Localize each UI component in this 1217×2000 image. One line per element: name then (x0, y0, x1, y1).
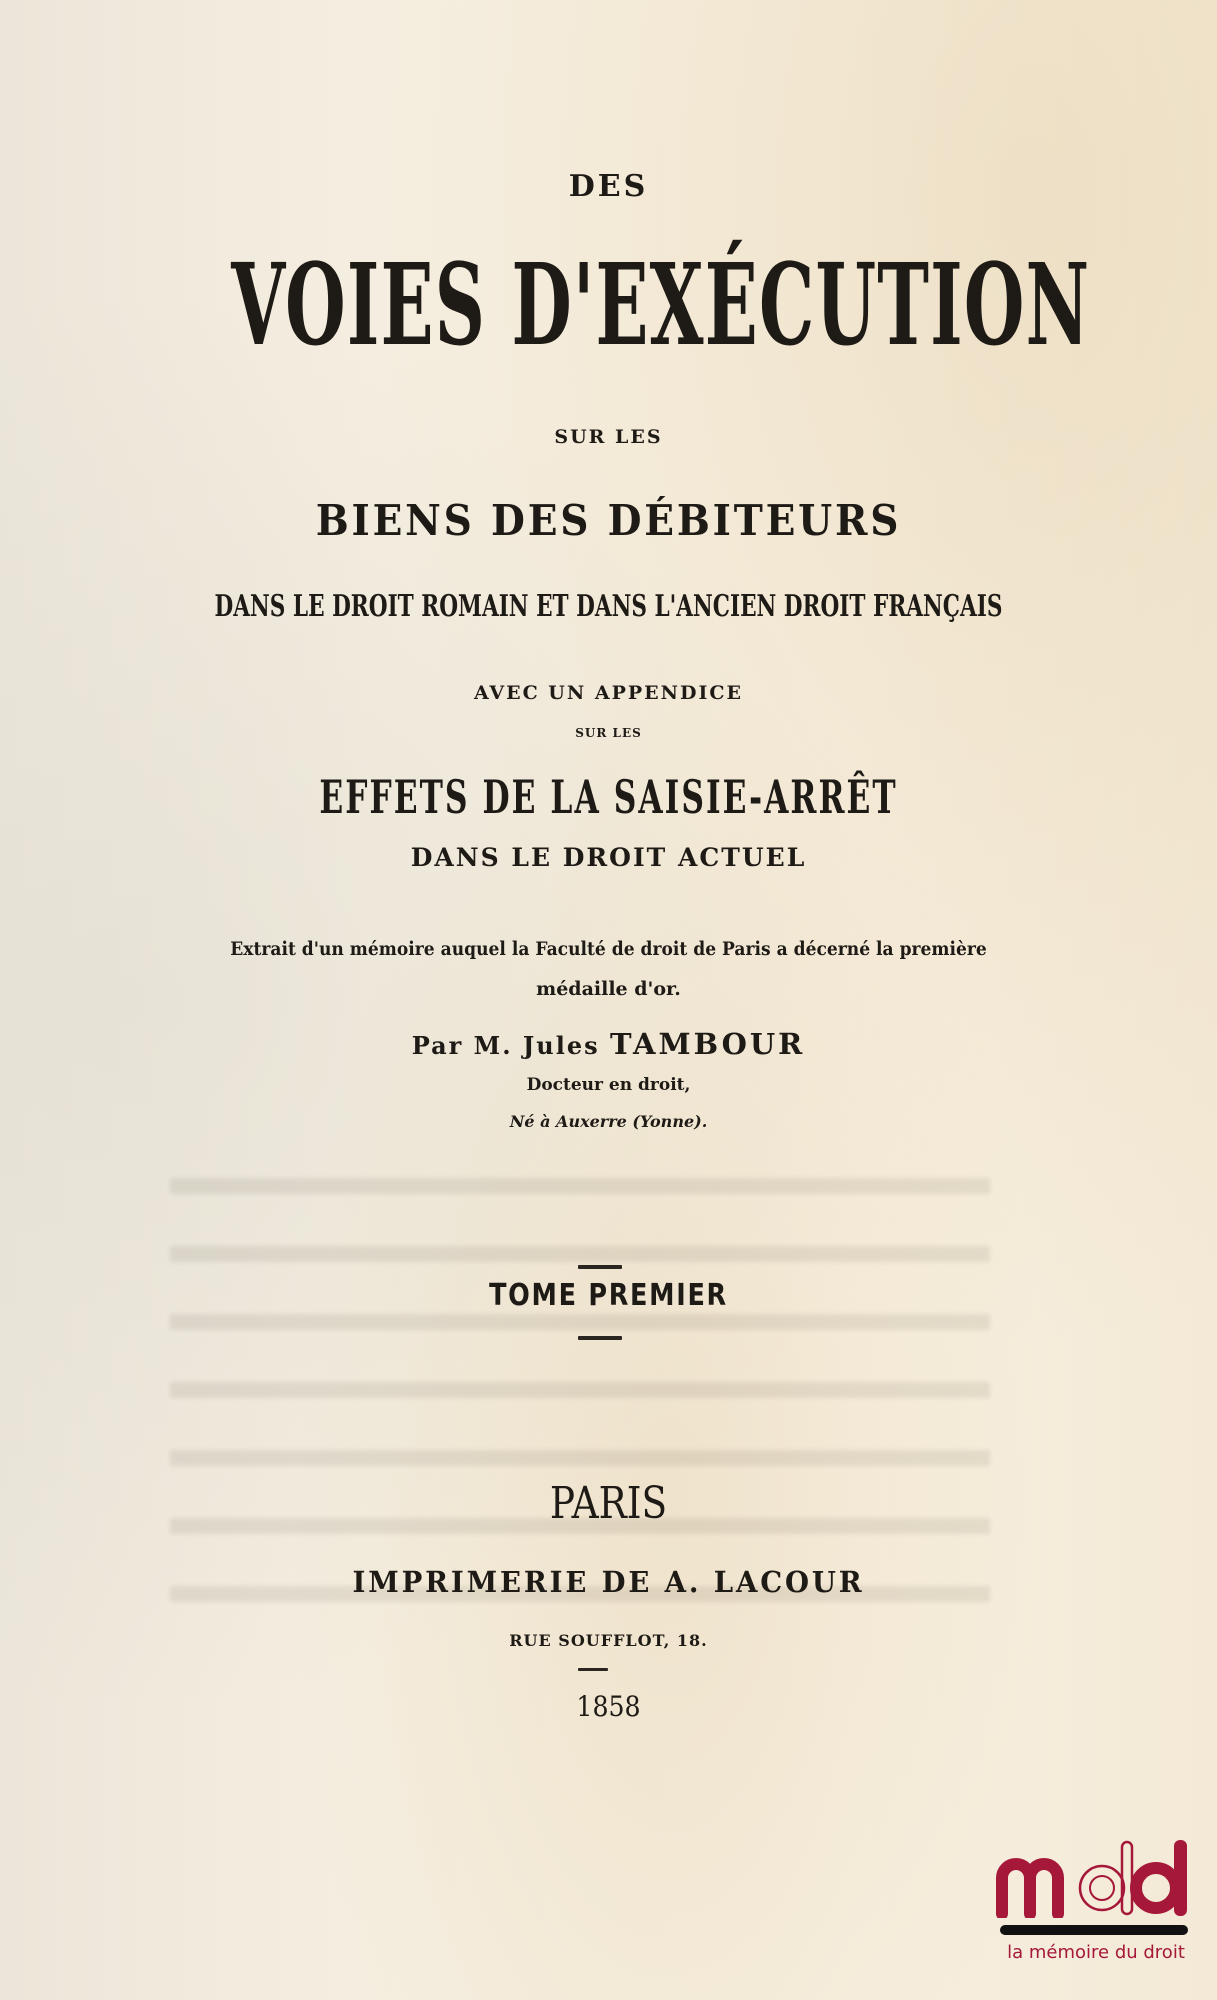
sur-les-1: SUR LES (554, 426, 663, 448)
subtitle: BIENS DES DÉBITEURS (315, 496, 902, 545)
appendix-title: EFFETS DE LA SAISIE-ARRÊT (319, 770, 898, 824)
publication-year: 1858 (576, 1690, 641, 1723)
author-birthplace: Né à Auxerre (Yonne). (509, 1112, 708, 1131)
extract-line-1: Extrait d'un mémoire auquel la Faculté de droit de Paris a décerné la première (230, 938, 987, 960)
volume-label: TOME PREMIER (489, 1278, 728, 1313)
appendix-intro: AVEC UN APPENDICE (473, 682, 743, 704)
subtitle-2: DANS LE DROIT ROMAIN ET DANS L'ANCIEN DROIT FRANÇAIS (214, 589, 1003, 624)
mdd-logo (996, 1838, 1196, 1978)
author-prefix: Par M. Jules (411, 1031, 600, 1060)
printer: IMPRIMERIE DE A. LACOUR (352, 1565, 865, 1599)
extract-line-2: médaille d'or. (536, 978, 681, 1000)
title-des: DES (568, 169, 649, 204)
logo-bar (1000, 1925, 1188, 1935)
printer-address: RUE SOUFFLOT, 18. (509, 1631, 708, 1650)
logo-tagline: la mémoire du droit (1007, 1942, 1185, 1963)
sur-les-2: SUR LES (575, 726, 642, 740)
author-line (0, 1027, 1217, 1061)
appendix-subtitle: DANS LE DROIT ACTUEL (410, 843, 807, 872)
divider-rule (578, 1668, 608, 1671)
author-surname: TAMBOUR (609, 1027, 806, 1061)
author-title: Docteur en droit, (526, 1075, 691, 1095)
divider-rule (578, 1336, 622, 1340)
mdd-logo-icon (996, 1838, 1196, 1918)
main-title: VOIES D'EXÉCUTION (231, 240, 1091, 371)
divider-rule (578, 1265, 622, 1269)
publication-city: PARIS (549, 1478, 668, 1529)
